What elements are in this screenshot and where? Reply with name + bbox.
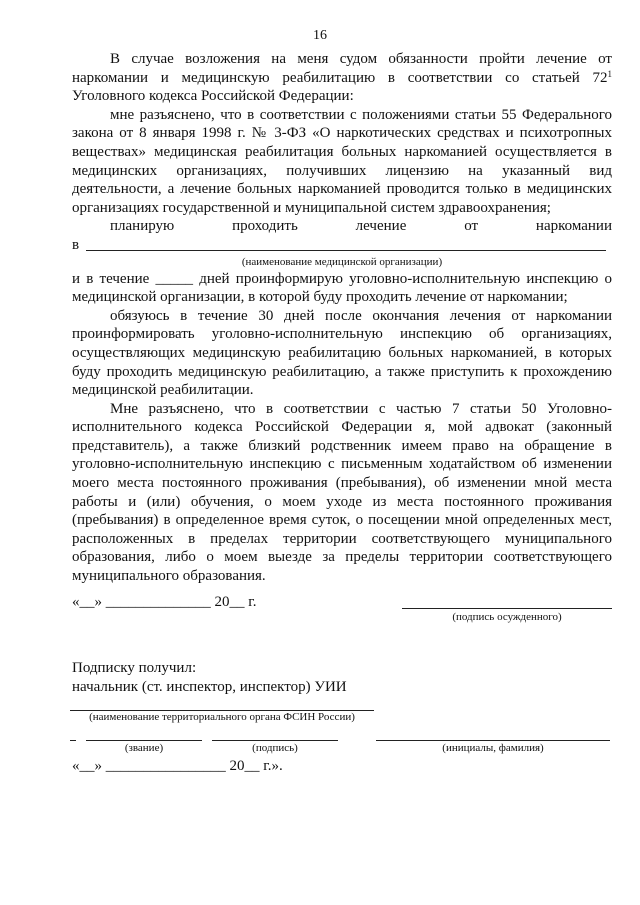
receipt-title: Подписку получил: bbox=[72, 660, 197, 676]
paragraph-intro: В случае возложения на меня судом обязанности пройти лечение от наркомании и медицинскую реабилитацию в соответствии со статьей $72^1$ Уголовного кодекса Российской Федерации: bbox=[72, 51, 612, 105]
year-field[interactable]: 20__ г. bbox=[214, 594, 257, 610]
receipt-day-field[interactable]: «__» bbox=[72, 758, 102, 774]
paragraph-article-50: Мне разъяснено, что в соответствии с частью 7 статьи 50 Уголовно-исполнительного кодекса Российской Федерации я, мой адвокат (законный представитель), а также близкий родственник имеем право на обращение в уголовно-исполнительную инспекцию с письменным ходатайством об изменении моего места постоянного проживания (пребывания), об изменении мной места работы и (или) обучения, о моем уходе из места постоянного проживания (пребывания) в определенное время суток, о посещении мной определенных мест, расположенных в пределах территории соответствующего муниципального образования, либо о моем выезде за пределы территории соответствующего муниципального образования. bbox=[72, 400, 612, 585]
rank-caption: (звание) bbox=[124, 742, 164, 754]
paragraph-inform-days: и в течение _____ дней проинформирую уголовно-исполнительную инспекцию о медицинской организации, в которой буду проходить лечение от наркомании; bbox=[72, 270, 612, 306]
receipt-year-field[interactable]: 20__ г.». bbox=[229, 758, 283, 774]
signature-caption: (подпись) bbox=[252, 742, 298, 754]
receipt-month-field[interactable]: ________________ bbox=[105, 758, 226, 774]
territorial-org-caption: (наименование территориального органа ФСИН России) bbox=[89, 711, 355, 723]
inspector-signature-field[interactable] bbox=[212, 740, 338, 741]
medical-org-caption: (наименование медицинской организации) bbox=[241, 255, 443, 268]
paragraph-law-55: мне разъяснено, что в соответствии с положениями статьи 55 Федерального закона от 8 января 1998 г. № 3-ФЗ «О наркотических средствах и психотропных веществах» медицинская реабилитация больных наркоманией осуществляется в медицинских организациях, получивших лицензию на указанный вид деятельности, а лечение больных наркоманией проводится только в медицинских организациях государственной и муниципальной систем здравоохранения; bbox=[72, 106, 612, 216]
paragraph-plan-treatment: планирую проходить лечение от наркомании bbox=[110, 218, 612, 235]
day-field[interactable]: «__» bbox=[72, 594, 102, 610]
medical-org-field[interactable] bbox=[86, 250, 606, 251]
convict-date bbox=[72, 594, 256, 611]
convict-signature-caption: (подпись осужденного) bbox=[452, 611, 562, 623]
days-field[interactable]: _____ bbox=[155, 270, 194, 287]
receipt-date bbox=[72, 758, 283, 775]
page-number: 16 bbox=[313, 28, 327, 43]
paragraph-obligation: обязуюсь в течение 30 дней после окончания лечения от наркомании проинформировать уголовно-исполнительную инспекцию об организациях, осуществляющих медицинскую реабилитацию больных наркоманией, в которых буду проходить медицинскую реабилитацию, а также приступить к прохождению медицинской реабилитации. bbox=[72, 307, 612, 399]
receipt-position: начальник (ст. инспектор, инспектор) УИИ bbox=[72, 679, 347, 695]
medical-org-line: в bbox=[72, 236, 612, 255]
convict-signature-field[interactable] bbox=[402, 608, 612, 609]
footnote-superscript: 1 bbox=[607, 68, 612, 79]
inspector-name-field[interactable] bbox=[376, 740, 610, 741]
name-caption: (инициалы, фамилия) bbox=[442, 742, 544, 754]
document-body bbox=[72, 50, 612, 586]
rank-field[interactable] bbox=[86, 740, 202, 741]
month-field[interactable]: ______________ bbox=[105, 594, 211, 610]
